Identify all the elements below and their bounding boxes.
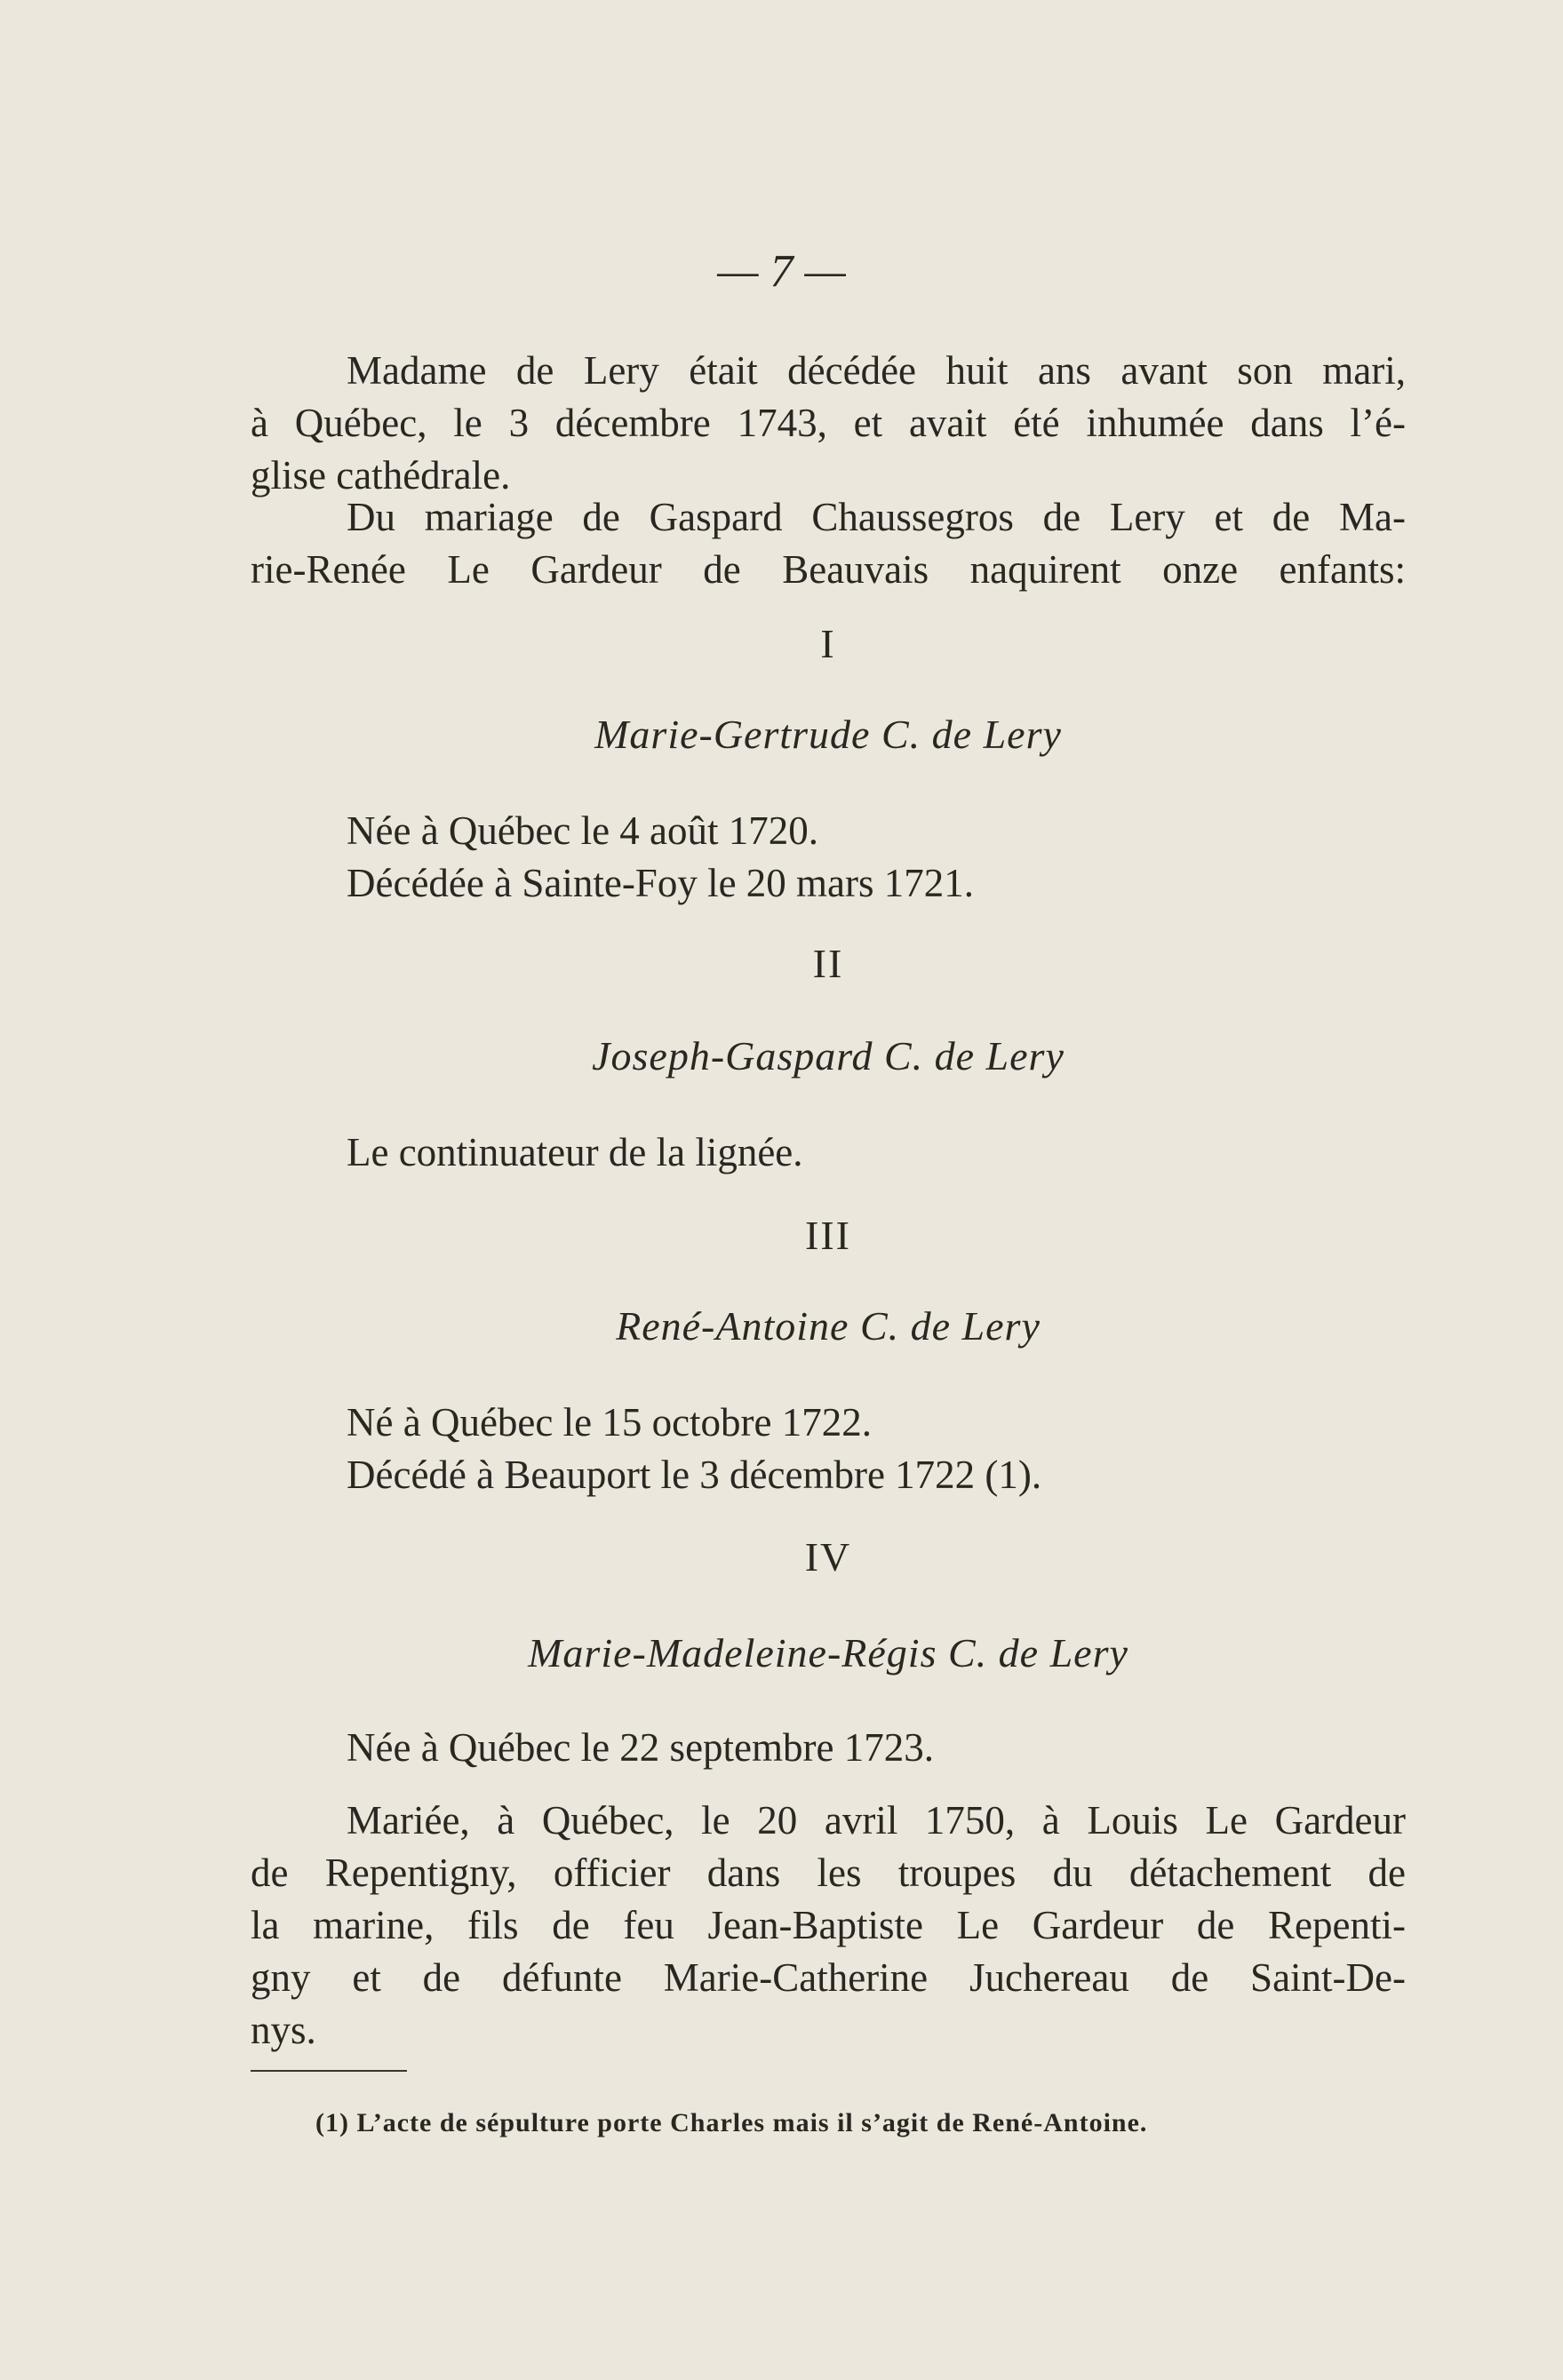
page-number: — 7 —	[717, 246, 846, 297]
child-facts	[251, 1397, 1406, 1501]
footnote-divider	[251, 2070, 407, 2072]
text-line: Madame de Lery était décédée huit ans avant son mari,	[347, 348, 1406, 393]
child-facts	[251, 1126, 1406, 1179]
text-line: Mariée, à Québec, le 20 avril 1750, à Louis Le Gardeur	[347, 1798, 1406, 1843]
child-name: Joseph-Gaspard C. de Lery	[592, 1033, 1065, 1079]
footnote: (1) L’acte de sépulture porte Charles mais il s’agit de René-Antoine.	[315, 2108, 1148, 2137]
fact-line: Décédée à Sainte-Foy le 20 mars 1721.	[347, 861, 975, 905]
text-line: gny et de défunte Marie-Catherine Juchereau de Saint-De-	[251, 1955, 1406, 2000]
paragraph-marriage	[251, 1795, 1406, 2057]
fact-line: Née à Québec le 22 septembre 1723.	[347, 1725, 934, 1770]
section-numeral: II	[812, 941, 844, 986]
paragraph-death-note	[251, 345, 1406, 502]
section-numeral: IV	[804, 1534, 852, 1580]
fact-line: Née à Québec le 4 août 1720.	[347, 808, 819, 853]
text-line: la marine, fils de feu Jean-Baptiste Le Gardeur de Repenti-	[251, 1903, 1406, 1947]
paragraph-marriage-children	[251, 491, 1406, 596]
text-line: de Repentigny, officier dans les troupes du détachement de	[251, 1851, 1406, 1895]
child-facts	[251, 1722, 1406, 1774]
fact-line: Né à Québec le 15 octobre 1722.	[347, 1400, 873, 1445]
child-name: Marie-Gertrude C. de Lery	[594, 712, 1062, 757]
fact-line: Le continuateur de la lignée.	[347, 1130, 803, 1174]
text-line: rie-Renée Le Gardeur de Beauvais naquirent onze enfants:	[251, 547, 1406, 592]
text-line: glise cathédrale.	[251, 453, 511, 497]
text-line: Du mariage de Gaspard Chaussegros de Lery et de Ma-	[347, 495, 1406, 539]
text-line: nys.	[251, 2008, 316, 2052]
section-numeral: I	[820, 621, 836, 666]
text-line: à Québec, le 3 décembre 1743, et avait été inhumée dans l’é-	[251, 401, 1406, 445]
fact-line: Décédé à Beauport le 3 décembre 1722 (1).	[347, 1453, 1042, 1497]
child-facts	[251, 805, 1406, 910]
section-numeral: III	[805, 1213, 851, 1258]
child-name: René-Antoine C. de Lery	[616, 1303, 1041, 1349]
child-name: Marie-Madeleine-Régis C. de Lery	[528, 1630, 1128, 1676]
